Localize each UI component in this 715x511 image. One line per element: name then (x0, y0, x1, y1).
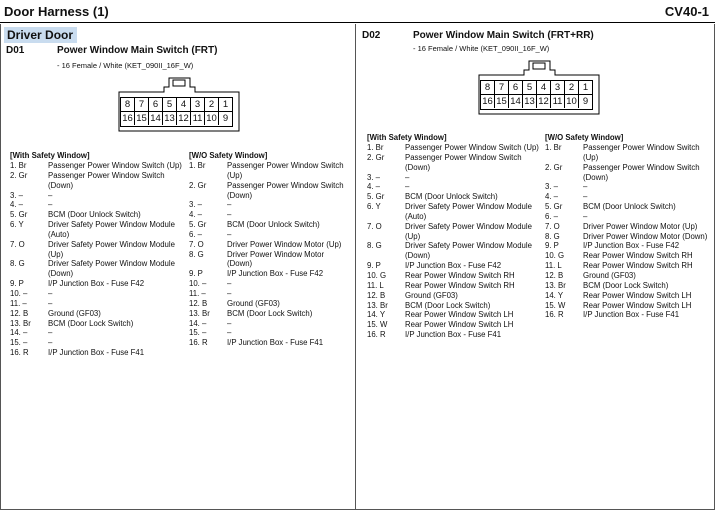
pin-number: 2. Gr (189, 180, 207, 190)
pin-entry (367, 173, 539, 183)
pin-entry (10, 279, 182, 289)
pin-description: I/P Junction Box - Fuse F42 (48, 279, 145, 289)
pin-description: Passenger Power Window Switch (Up) (583, 143, 700, 162)
pin-entry (189, 250, 351, 270)
pin-number: 11. – (10, 298, 27, 308)
pin-number: 9. P (10, 279, 24, 289)
pin-number: 8. G (10, 259, 25, 269)
pin-entry (545, 261, 709, 271)
pin-number: 5. Gr (367, 192, 385, 202)
pin-description: – (227, 200, 232, 210)
pin-description: Driver Power Window Motor (Up) (227, 239, 342, 249)
pin-list-without-safety-d01 (189, 151, 351, 348)
pin-entry (367, 153, 539, 173)
pin-grid (120, 97, 233, 127)
pin-cell: 3 (551, 81, 565, 95)
pin-description: Ground (GF03) (48, 308, 101, 318)
pin-entry (545, 271, 709, 281)
pin-list (189, 161, 351, 348)
pin-entry (545, 301, 709, 311)
pin-description: – (48, 288, 53, 298)
pin-cell: 2 (205, 98, 219, 112)
pin-number: 8. G (367, 241, 382, 251)
pin-list (10, 161, 182, 358)
pin-number: 7. O (545, 221, 560, 231)
pin-number: 4. – (189, 210, 203, 220)
pin-description: – (48, 200, 53, 210)
pin-entry (545, 232, 709, 242)
pin-entry (545, 212, 709, 222)
pin-description: Ground (GF03) (583, 270, 636, 280)
pin-cell: 16 (481, 95, 495, 108)
pin-number: 12. B (545, 270, 564, 280)
pin-entry (367, 301, 539, 311)
pin-entry (545, 163, 709, 183)
pin-description: Driver Safety Power Window Module (Up) (48, 239, 175, 259)
connector-name-d01: Power Window Main Switch (FRT) (57, 45, 218, 56)
pin-cell: 6 (149, 98, 163, 112)
pin-number: 15. W (545, 300, 566, 310)
pin-description: I/P Junction Box - Fuse F41 (227, 338, 324, 348)
pin-entry (367, 143, 539, 153)
pin-entry (10, 309, 182, 319)
pin-entry (189, 181, 351, 201)
connector-diagram-d02 (478, 58, 600, 115)
pin-number: 12. B (189, 298, 208, 308)
pin-description: Driver Safety Power Window Module (Down) (405, 241, 532, 261)
pin-list (545, 143, 709, 320)
connector-diagram-d01 (118, 75, 240, 132)
pin-description: Driver Safety Power Window Module (Up) (405, 221, 532, 241)
pin-entry (189, 279, 351, 289)
pin-number: 10. – (189, 279, 207, 289)
pin-description: Driver Power Window Motor (Down) (583, 231, 708, 241)
pin-cell: 16 (121, 112, 135, 125)
pin-entry (10, 240, 182, 260)
pin-entry (545, 241, 709, 251)
pin-description: Passenger Power Window Switch (Up) (227, 161, 344, 180)
pin-cell: 9 (222, 113, 229, 124)
pin-entry (10, 200, 182, 210)
pin-cell: 13 (523, 95, 537, 108)
pin-description: – (227, 229, 232, 239)
pin-description: I/P Junction Box - Fuse F42 (583, 241, 680, 251)
pin-number: 4. – (10, 200, 24, 210)
page-header (0, 0, 715, 24)
pin-entry (189, 161, 351, 181)
pin-entry (189, 230, 351, 240)
pin-description: Driver Power Window Motor (Up) (583, 221, 698, 231)
pin-description: I/P Junction Box - Fuse F41 (405, 330, 502, 340)
pin-description: Driver Safety Power Window Module (Auto) (405, 202, 532, 221)
pin-row-bottom (481, 95, 592, 109)
pin-entry (545, 222, 709, 232)
pin-number: 3. – (367, 172, 381, 182)
section-label: Driver Door (4, 27, 77, 43)
pin-number: 2. Gr (367, 152, 385, 162)
pin-entry (189, 240, 351, 250)
pin-description: – (405, 172, 410, 182)
pin-entry (189, 200, 351, 210)
pin-entry (189, 338, 351, 348)
pin-cell: 11 (551, 95, 565, 108)
connector-name-d02: Power Window Main Switch (FRT+RR) (413, 30, 594, 41)
pin-entry (367, 192, 539, 202)
pin-description: – (227, 288, 232, 298)
pin-entry (10, 299, 182, 309)
pin-entry (189, 289, 351, 299)
pin-number: 15. – (189, 328, 207, 338)
pin-number: 15. W (367, 320, 388, 330)
pin-number: 8. G (189, 249, 204, 259)
pin-entry (10, 348, 182, 358)
pin-cell: 4 (537, 81, 551, 95)
pin-cell: 2 (565, 81, 579, 95)
pin-description: I/P Junction Box - Fuse F42 (227, 269, 324, 279)
pin-cell: 11 (191, 112, 205, 125)
pin-number: 14. – (10, 328, 28, 338)
pin-number: 11. L (545, 261, 562, 271)
pin-number: 5. Gr (545, 202, 563, 212)
pin-cell: 15 (135, 112, 149, 125)
pin-description: – (48, 328, 53, 338)
pin-entry (545, 251, 709, 261)
pin-number: 1. Br (367, 143, 384, 152)
pin-list-heading: [With Safety Window] (10, 151, 90, 160)
pin-list-heading: [W/O Safety Window] (189, 151, 268, 160)
pin-number: 4. – (367, 182, 381, 192)
pin-entry (367, 222, 539, 242)
pin-number: 2. Gr (10, 170, 28, 180)
pin-entry (189, 319, 351, 329)
pin-number: 9. P (367, 261, 381, 271)
pin-entry (367, 241, 539, 261)
pin-entry (545, 143, 709, 163)
pin-number: 3. – (10, 190, 24, 200)
pin-entry (545, 291, 709, 301)
pin-number: 9. P (189, 269, 203, 279)
pin-list-with-safety-d01 (10, 151, 182, 358)
pin-cell: 4 (177, 98, 191, 112)
pin-row-top (121, 98, 232, 112)
pin-number: 7. O (367, 221, 382, 231)
pin-row-top (481, 81, 592, 95)
pin-description: – (583, 192, 588, 202)
pin-entry (545, 192, 709, 202)
pin-entry (367, 202, 539, 222)
pin-number: 5. Gr (10, 210, 28, 220)
pin-entry (189, 299, 351, 309)
pin-entry (10, 191, 182, 201)
pin-list-heading: [W/O Safety Window] (545, 133, 624, 142)
pin-cell: 10 (205, 112, 219, 125)
pin-description: – (583, 211, 588, 221)
pin-entry (367, 261, 539, 271)
pin-cell: 5 (163, 98, 177, 112)
pin-entry (10, 319, 182, 329)
pin-description: Passenger Power Window Switch (Down) (405, 152, 522, 172)
pin-number: 5. Gr (189, 220, 207, 230)
pin-cell: 8 (121, 98, 135, 112)
pin-number: 16. R (189, 338, 208, 348)
pin-description: Ground (GF03) (405, 290, 458, 300)
pin-entry (10, 210, 182, 220)
page-code: CV40-1 (664, 4, 709, 19)
connector-id-d02: D02 (362, 30, 381, 41)
pin-number: 12. B (10, 308, 29, 318)
pin-description: BCM (Door Unlock Switch) (583, 202, 676, 212)
pin-number: 3. – (189, 200, 203, 210)
pin-number: 7. O (189, 239, 204, 249)
pin-description: – (48, 190, 53, 200)
pin-row-bottom (121, 112, 232, 126)
pin-entry (367, 182, 539, 192)
pin-description: BCM (Door Lock Switch) (227, 308, 313, 318)
pin-entry (545, 202, 709, 212)
pin-list (367, 143, 539, 340)
pin-description: – (48, 298, 53, 308)
pin-cell: 1 (219, 98, 232, 112)
pin-cell: 12 (177, 112, 191, 125)
pin-number: 6. Y (367, 202, 381, 212)
pin-number: 12. B (367, 290, 386, 300)
pin-description: Rear Power Window Switch RH (583, 261, 693, 271)
pin-list-with-safety-d02 (367, 133, 539, 340)
pin-number: 1. Br (10, 161, 27, 170)
pin-number: 6. – (545, 211, 559, 221)
pin-number: 14. – (189, 318, 207, 328)
pin-list-without-safety-d02 (545, 133, 709, 320)
pin-number: 1. Br (189, 161, 206, 170)
pin-cell: 14 (509, 95, 523, 108)
pin-entry (189, 210, 351, 220)
pin-number: 10. G (545, 251, 565, 261)
pin-number: 13. Br (189, 308, 210, 318)
pin-description: BCM (Door Unlock Switch) (405, 192, 498, 202)
pin-cell: 7 (135, 98, 149, 112)
pin-description: Driver Safety Power Window Module (Down) (48, 259, 175, 279)
pin-number: 11. – (189, 288, 206, 298)
pin-number: 10. – (10, 288, 28, 298)
pin-description: Passenger Power Window Switch (Down) (227, 180, 344, 200)
pin-description: Rear Power Window Switch LH (405, 320, 514, 330)
pin-description: – (227, 318, 232, 328)
pin-entry (10, 338, 182, 348)
pin-description: Passenger Power Window Switch (Down) (583, 162, 700, 182)
pin-number: 16. R (10, 348, 29, 358)
pin-number: 11. L (367, 280, 384, 290)
pin-cell: 5 (523, 81, 537, 95)
pin-entry (189, 328, 351, 338)
pin-number: 15. – (10, 338, 28, 348)
pin-number: 13. Br (367, 300, 388, 310)
pin-description: Rear Power Window Switch RH (405, 280, 515, 290)
pin-description: Passenger Power Window Switch (Up) (405, 143, 539, 152)
pin-description: – (583, 182, 588, 192)
pin-entry (367, 271, 539, 281)
pin-number: 16. R (367, 330, 386, 340)
pin-description: Driver Power Window Motor (Down) (227, 249, 325, 269)
pin-description: BCM (Door Lock Switch) (48, 318, 134, 328)
pin-cell: 1 (579, 81, 592, 95)
page-title: Door Harness (1) (4, 4, 109, 19)
header-rule (0, 22, 715, 23)
pin-description: – (405, 182, 410, 192)
pin-entry (367, 310, 539, 320)
pin-entry (545, 182, 709, 192)
pin-number: 8. G (545, 231, 560, 241)
pin-description: Rear Power Window Switch LH (583, 290, 692, 300)
pin-number: 6. Y (10, 220, 24, 230)
pin-number: 2. Gr (545, 162, 563, 172)
pin-cell: 14 (149, 112, 163, 125)
pin-number: 9. P (545, 241, 559, 251)
pin-cell: 3 (191, 98, 205, 112)
pin-description: BCM (Door Unlock Switch) (227, 220, 320, 230)
pin-entry (10, 171, 182, 191)
pin-entry (189, 269, 351, 279)
pin-description: Rear Power Window Switch RH (583, 251, 693, 261)
pin-description: Passenger Power Window Switch (Up) (48, 161, 182, 170)
pin-description: Passenger Power Window Switch (Down) (48, 170, 165, 190)
pin-description: I/P Junction Box - Fuse F42 (405, 261, 502, 271)
pin-entry (545, 281, 709, 291)
pin-description: I/P Junction Box - Fuse F41 (583, 310, 680, 320)
pin-description: Rear Power Window Switch LH (405, 310, 514, 320)
pin-entry (10, 259, 182, 279)
connector-spec-d01: - 16 Female / White (KET_090II_16F_W) (57, 61, 194, 70)
pin-cell: 13 (163, 112, 177, 125)
pin-cell: 12 (537, 95, 551, 108)
pin-number: 1. Br (545, 143, 562, 152)
pin-cell: 8 (481, 81, 495, 95)
pin-cell: 9 (582, 96, 589, 107)
pin-description: Ground (GF03) (227, 298, 280, 308)
pin-cell: 7 (495, 81, 509, 95)
pin-entry (545, 310, 709, 320)
pin-grid (480, 80, 593, 110)
connector-id-d01: D01 (6, 45, 25, 56)
pin-entry (367, 281, 539, 291)
pin-entry (10, 161, 182, 171)
pin-entry (189, 220, 351, 230)
pin-entry (367, 330, 539, 340)
pin-number: 16. R (545, 310, 564, 320)
pin-description: BCM (Door Unlock Switch) (48, 210, 141, 220)
pin-description: BCM (Door Lock Switch) (405, 300, 491, 310)
pin-description: Rear Power Window Switch RH (405, 270, 515, 280)
pin-number: 14. Y (545, 290, 564, 300)
pin-description: Rear Power Window Switch LH (583, 300, 692, 310)
pin-description: I/P Junction Box - Fuse F41 (48, 348, 145, 358)
pin-number: 7. O (10, 239, 25, 249)
pin-entry (10, 328, 182, 338)
pin-entry (367, 291, 539, 301)
connector-spec-d02: - 16 Female / White (KET_090II_16F_W) (413, 44, 550, 53)
pin-description: – (227, 210, 232, 220)
pin-cell: 6 (509, 81, 523, 95)
pin-description: – (227, 328, 232, 338)
pin-number: 13. Br (545, 280, 566, 290)
pin-list-heading: [With Safety Window] (367, 133, 447, 142)
pin-number: 14. Y (367, 310, 386, 320)
pin-entry (189, 309, 351, 319)
pin-description: BCM (Door Lock Switch) (583, 280, 669, 290)
pin-entry (10, 289, 182, 299)
pin-description: Driver Safety Power Window Module (Auto) (48, 220, 175, 239)
pin-cell: 10 (565, 95, 579, 108)
pin-number: 10. G (367, 270, 387, 280)
pin-entry (367, 320, 539, 330)
pin-number: 4. – (545, 192, 559, 202)
pin-description: – (48, 338, 53, 348)
pin-number: 6. – (189, 229, 203, 239)
pin-entry (10, 220, 182, 240)
pin-number: 13. Br (10, 318, 31, 328)
pin-description: – (227, 279, 232, 289)
column-divider (355, 24, 356, 510)
pin-number: 3. – (545, 182, 559, 192)
pin-cell: 15 (495, 95, 509, 108)
